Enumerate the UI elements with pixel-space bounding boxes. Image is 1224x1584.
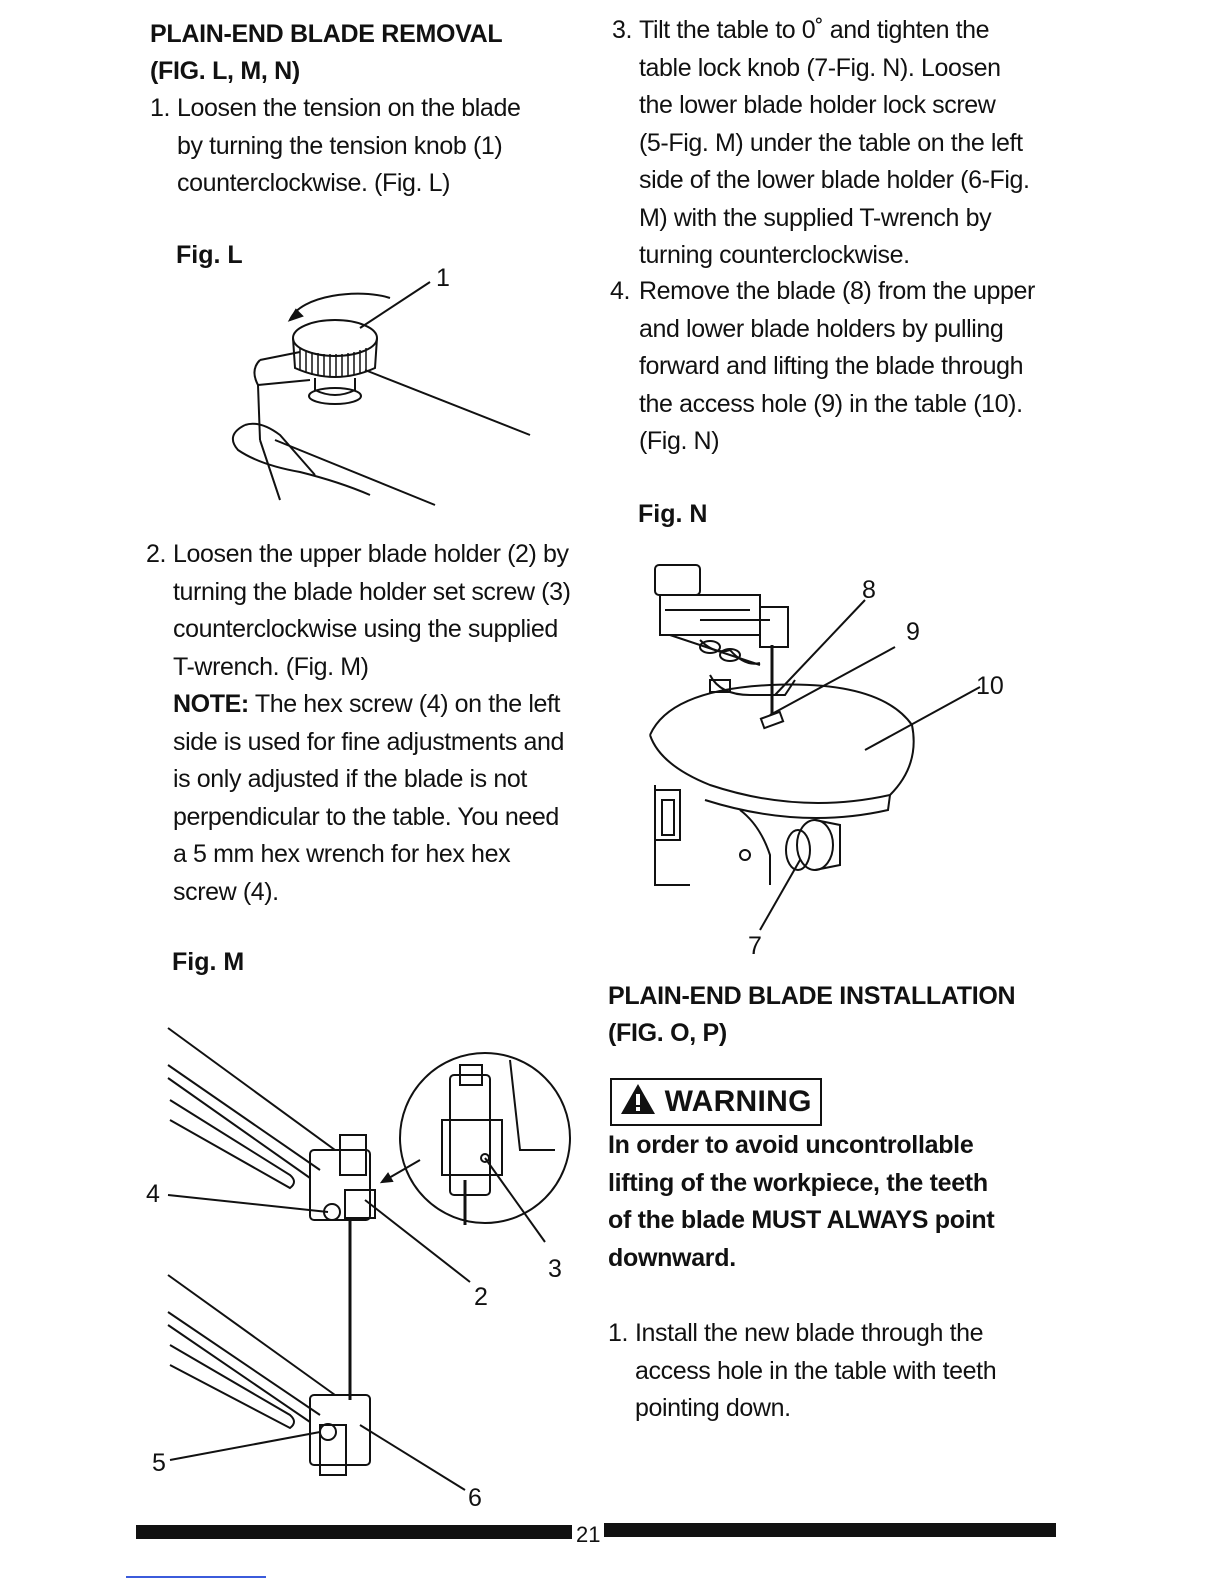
step-line: Tilt the table to 0˚ and tighten the xyxy=(639,16,990,44)
fig-n-label: Fig. N xyxy=(638,500,708,528)
footer-bar-left xyxy=(136,1525,572,1539)
bottom-rule xyxy=(126,1576,266,1578)
fig-n-callout-8: 8 xyxy=(862,576,876,604)
warning-label: WARNING xyxy=(664,1085,812,1118)
step-line: side of the lower blade holder (6-Fig. xyxy=(639,166,1030,194)
step-number: 4. xyxy=(610,277,631,305)
fig-m-illustration xyxy=(160,1020,580,1510)
step-line: turning the blade holder set screw (3) xyxy=(173,577,571,606)
fig-n-callout-7: 7 xyxy=(748,932,762,960)
warning-line: of the blade MUST ALWAYS point xyxy=(608,1206,995,1234)
warning-line: In order to avoid uncontrollable xyxy=(608,1131,974,1159)
note-line: is only adjusted if the blade is not xyxy=(173,765,527,793)
step-line: Install the new blade through the xyxy=(635,1319,984,1347)
step-line: (Fig. N) xyxy=(639,427,720,455)
step-line: M) with the supplied T-wrench by xyxy=(639,203,992,232)
fig-m-callout-5: 5 xyxy=(152,1449,166,1477)
fig-n-illustration xyxy=(650,555,1030,945)
note-line: perpendicular to the table. You need xyxy=(173,802,559,831)
fig-l-label: Fig. L xyxy=(176,241,243,269)
step-line: access hole in the table with teeth xyxy=(635,1356,997,1385)
footer-bar-right xyxy=(604,1523,1056,1537)
step-number: 2. xyxy=(146,540,167,568)
fig-m-callout-2: 2 xyxy=(474,1283,488,1311)
install-step-1 xyxy=(608,1315,1058,1430)
fig-n-callout-10: 10 xyxy=(976,672,1004,700)
step-line: turning counterclockwise. xyxy=(639,241,910,269)
note-line xyxy=(173,686,571,724)
fig-m-callout-3: 3 xyxy=(548,1255,562,1283)
section-heading-removal xyxy=(150,16,502,90)
step-line: by turning the tension knob (1) xyxy=(177,131,503,160)
fig-m-callout-4: 4 xyxy=(146,1180,160,1208)
fig-l-illustration xyxy=(220,260,550,520)
step-line: Loosen the tension on the blade xyxy=(177,94,521,122)
step-line: the lower blade holder lock screw xyxy=(639,91,996,119)
note-line: a 5 mm hex wrench for hex hex xyxy=(173,840,511,868)
step-line: forward and lifting the blade through xyxy=(639,352,1024,380)
step-line: the access hole (9) in the table (10). xyxy=(639,389,1023,418)
heading-line: PLAIN-END BLADE INSTALLATION xyxy=(608,982,1016,1010)
step-line: pointing down. xyxy=(635,1394,791,1422)
step-line: and lower blade holders by pulling xyxy=(639,314,1004,343)
heading-line: (FIG. L, M, N) xyxy=(150,57,300,85)
section-heading-installation xyxy=(608,978,1015,1052)
step-number: 3. xyxy=(612,16,633,44)
fig-m-label: Fig. M xyxy=(172,948,245,976)
step-3 xyxy=(612,12,1062,277)
step-number: 1. xyxy=(608,1319,629,1347)
note-line: screw (4). xyxy=(173,877,279,906)
step-line: counterclockwise. (Fig. L) xyxy=(177,169,451,197)
step-line: table lock knob (7-Fig. N). Loosen xyxy=(639,53,1001,82)
fig-l-callout-1: 1 xyxy=(436,264,450,292)
warning-line: downward. xyxy=(608,1243,736,1272)
warning-icon xyxy=(620,1083,656,1115)
step-line: Loosen the upper blade holder (2) by xyxy=(173,540,569,568)
step-line: T-wrench. (Fig. M) xyxy=(173,652,369,681)
step-1 xyxy=(150,90,580,205)
step-line: Remove the blade (8) from the upper xyxy=(639,277,1035,305)
step-number: 1. xyxy=(150,94,171,122)
heading-line: PLAIN-END BLADE REMOVAL xyxy=(150,20,503,48)
fig-n-callout-9: 9 xyxy=(906,618,920,646)
heading-line: (FIG. O, P) xyxy=(608,1019,727,1047)
fig-m-callout-6: 6 xyxy=(468,1484,482,1512)
warning-box xyxy=(610,1078,822,1126)
warning-text xyxy=(608,1127,994,1277)
page-number: 21 xyxy=(576,1522,601,1547)
step-4 xyxy=(610,273,1060,463)
warning-line: lifting of the workpiece, the teeth xyxy=(608,1168,988,1197)
step-2 xyxy=(146,536,586,911)
step-line: (5-Fig. M) under the table on the left xyxy=(639,128,1023,157)
note-label: NOTE: xyxy=(173,690,249,718)
note-line: side is used for fine adjustments and xyxy=(173,727,564,756)
step-line: counterclockwise using the supplied xyxy=(173,615,558,643)
note-text: The hex screw (4) on the left xyxy=(248,690,561,718)
